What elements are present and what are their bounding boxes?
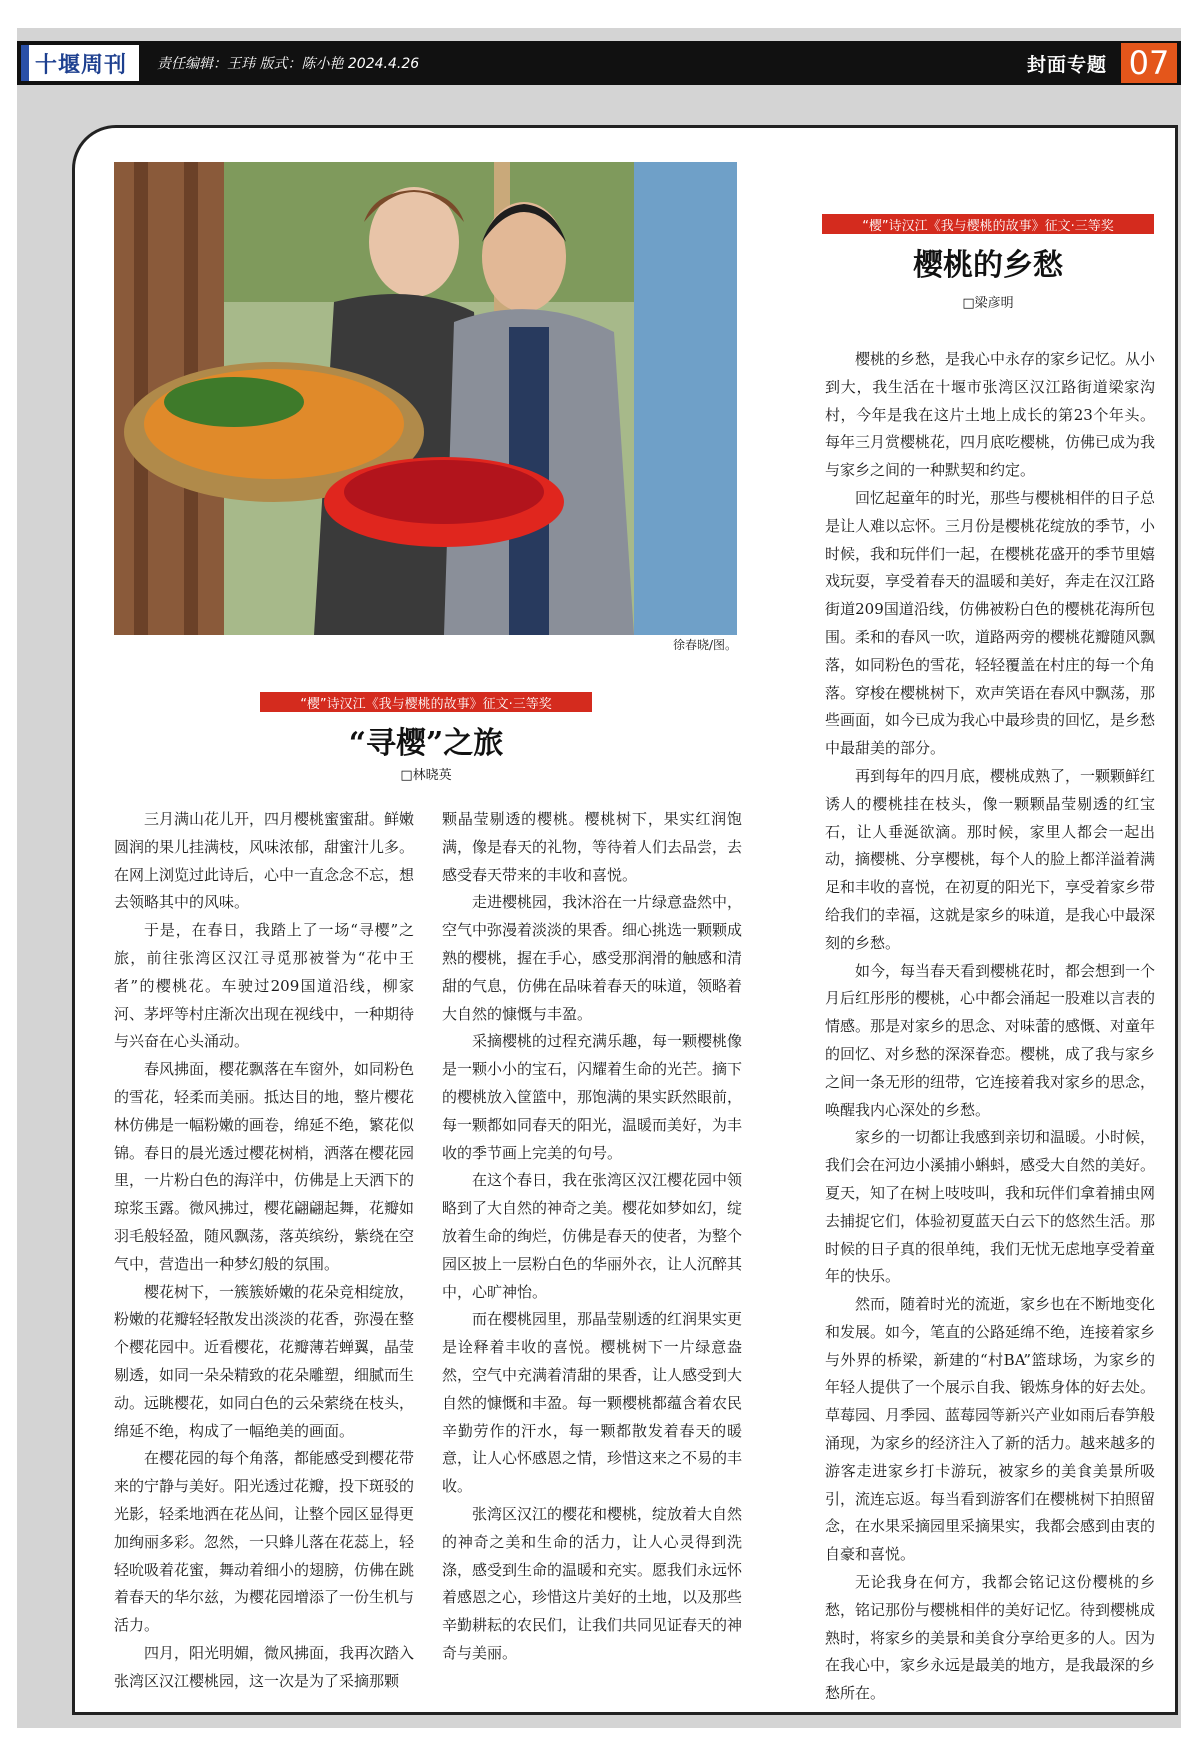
right-article-title: 樱桃的乡愁 — [913, 248, 1063, 283]
right-article-author: □梁彦明 — [962, 296, 1014, 311]
paragraph: 在樱花园的每个角落，都能感受到樱花带来的宁静与美好。阳光透过花瓣，投下斑驳的光影，轻柔地洒在花丛间，让整个园区显得更加绚丽多彩。忽然，一只蜂儿落在花蕊上，轻轻吮吸着花蜜，舞动着细小的翅膀，仿佛在跳着春天的华尔兹，为樱花园增添了一份生机与活力。 — [114, 1449, 415, 1635]
paragraph: 家乡的一切都让我感到亲切和温暖。小时候，我们会在河边小溪捕小蝌蚪，感受大自然的美好。夏天，知了在树上吱吱叫，我和玩伴们拿着捕虫网去捕捉它们，体验初夏蓝天白云下的悠然生活。那时候的日子真的很单纯，我们无忧无虑地享受着童年的快乐。 — [825, 1128, 1156, 1286]
masthead-logo — [21, 45, 139, 81]
paragraph: 走进樱桃园，我沐浴在一片绿意盎然中，空气中弥漫着淡淡的果香。细心挑选一颗颗成熟的樱桃，握在手心，感受那润滑的触感和清甜的气息，仿佛在品味着春天的味道，领略着大自然的慷慨与丰盈。 — [442, 893, 743, 1023]
paragraph: 四月，阳光明媚，微风拂面，我再次踏入张湾区汉江樱桃园，这一次是为了采摘那颗 — [114, 1643, 415, 1690]
right-award-tag: “樱”诗汉江《我与樱桃的故事》征文·三等奖 — [822, 214, 1154, 234]
paragraph: 无论我身在何方，我都会铭记这份樱桃的乡愁，铭记那份与樱桃相伴的美好记忆。待到樱桃成熟时，将家乡的美景和美食分享给更多的人。因为在我心中，家乡永远是最美的地方，是我最深的乡愁所在。 — [825, 1573, 1156, 1703]
paragraph: 在这个春日，我在张湾区汉江樱花园中领略到了大自然的神奇之美。樱花如梦如幻，绽放着生命的绚烂，仿佛是春天的使者，为整个园区披上一层粉白色的华丽外衣，让人沉醉其中，心旷神怡。 — [442, 1171, 743, 1301]
cherry-photo — [114, 162, 737, 635]
left-article-author: □林晓英 — [400, 768, 452, 783]
paragraph: 采摘樱桃的过程充满乐趣，每一颗樱桃像是一颗小小的宝石，闪耀着生命的光芒。摘下的樱桃放入筐篮中，那饱满的果实跃然眼前，每一颗都如同春天的阳光，温暖而美好，为丰收的季节画上完美的句号。 — [442, 1032, 743, 1162]
paragraph: 张湾区汉江的樱花和樱桃，绽放着大自然的神奇之美和生命的活力，让人心灵得到洗涤，感受到生命的温暖和充实。愿我们永远怀着感恩之心，珍惜这片美好的土地，以及那些辛勤耕耘的农民们，让我们共同见证春天的神奇与美丽。 — [442, 1504, 743, 1662]
left-article-column-2 — [442, 806, 742, 1668]
left-article-title: “寻樱”之旅 — [348, 726, 504, 761]
paragraph: 然而，随着时光的流逝，家乡也在不断地变化和发展。如今，笔直的公路延绵不绝，连接着家乡与外界的桥梁，新建的“村BA”篮球场，为家乡的年轻人提供了一个展示自我、锻炼身体的好去处。草莓园、月季园、蓝莓园等新兴产业如雨后春笋般涌现，为家乡的经济注入了新的活力。越来越多的游客走进家乡打卡游玩，被家乡的美食美景所吸引，流连忘返。每当看到游客们在樱桃树下拍照留念，在水果采摘园里采摘果实，我都会感到由衷的自豪和喜悦。 — [825, 1295, 1156, 1564]
paragraph: 如今，每当春天看到樱桃花时，都会想到一个月后红彤彤的樱桃，心中都会涌起一股难以言表的情感。那是对家乡的思念、对味蕾的感慨、对童年的回忆、对乡愁的深深眷恋。樱桃，成了我与家乡之间一条无形的纽带，它连接着我对家乡的思念，唤醒我内心深处的乡愁。 — [825, 961, 1156, 1119]
paragraph: 于是，在春日，我踏上了一场“寻樱”之旅，前往张湾区汉江寻觅那被誉为“花中王者”的樱桃花。车驶过209国道沿线，柳家河、茅坪等村庄渐次出现在视线中，一种期待与兴奋在心头涌动。 — [114, 921, 415, 1051]
masthead-stripe — [21, 45, 29, 81]
paragraph: 三月满山花儿开，四月樱桃蜜蜜甜。鲜嫩圆润的果儿挂满枝，风味浓郁，甜蜜汁儿多。在网上浏览过此诗后，心中一直念念不忘，想去领略其中的风味。 — [114, 810, 415, 912]
section-title: 封面专题 — [1026, 54, 1107, 76]
photo-caption: 徐春晓/图。 — [672, 638, 737, 652]
paragraph: 春风拂面，樱花飘落在车窗外，如同粉色的雪花，轻柔而美丽。抵达目的地，整片樱花林仿佛是一幅粉嫩的画卷，绵延不绝，繁花似锦。春日的晨光透过樱花树梢，洒落在樱花园里，一片粉白色的海洋中，仿佛是上天洒下的琼浆玉露。微风拂过，樱花翩翩起舞，花瓣如羽毛般轻盈，随风飘荡，落英缤纷，紫绕在空气中，营造出一种梦幻般的氛围。 — [114, 1060, 415, 1273]
editor-credits: 责任编辑：王玮 版式：陈小艳 2024.4.26 — [157, 56, 420, 72]
cherry-photo-illustration — [114, 162, 737, 635]
paragraph: 樱花树下，一簇簇娇嫩的花朵竞相绽放，粉嫩的花瓣轻轻散发出淡淡的花香，弥漫在整个樱花园中。近看樱花，花瓣薄若蝉翼，晶莹剔透，如同一朵朵精致的花朵雕塑，细腻而生动。远眺樱花，如同白色的云朵萦绕在枝头，绵延不绝，构成了一幅绝美的画面。 — [114, 1282, 415, 1440]
paragraph: 回忆起童年的时光，那些与樱桃相伴的日子总是让人难以忘怀。三月份是樱桃花绽放的季节，小时候，我和玩伴们一起，在樱桃花盛开的季节里嬉戏玩耍，享受着春天的温暖和美好，奔走在汉江路街道209国道沿线，仿佛被粉白色的樱桃花海所包围。柔和的春风一吹，道路两旁的樱桃花瓣随风飘落，如同粉色的雪花，轻轻覆盖在村庄的每一个角落。穿梭在樱桃树下，欢声笑语在春风中飘荡，那些画面，如今已成为我心中最珍贵的回忆，是乡愁中最甜美的部分。 — [825, 488, 1156, 758]
paragraph: 而在樱桃园里，那晶莹剔透的红润果实更是诠释着丰收的喜悦。樱桃树下一片绿意盎然，空气中充满着清甜的果香，让人感受到大自然的慷慨和丰盈。每一颗樱桃都蕴含着农民辛勤劳作的汗水，每一颗都散发着春天的暖意，让人心怀感恩之情，珍惜这来之不易的丰收。 — [442, 1310, 743, 1496]
left-article-column-1 — [114, 806, 414, 1696]
paragraph: 再到每年的四月底，樱桃成熟了，一颗颗鲜红诱人的樱桃挂在枝头，像一颗颗晶莹剔透的红宝石，让人垂涎欲滴。那时候，家里人都会一起出动，摘樱桃、分享樱桃，每个人的脸上都洋溢着满足和丰收的喜悦，在初夏的阳光下，享受着家乡带给我们的幸福，这就是家乡的味道，是我心中最深刻的乡愁。 — [825, 766, 1156, 952]
paragraph: 樱桃的乡愁，是我心中永存的家乡记忆。从小到大，我生活在十堰市张湾区汉江路街道梁家沟村，今年是我在这片土地上成长的第23个年头。每年三月赏樱桃花，四月底吃樱桃，仿佛已成为我与家乡之间的一种默契和约定。 — [825, 350, 1156, 480]
paragraph: 颗晶莹剔透的樱桃。樱桃树下，果实红润饱满，像是春天的礼物，等待着人们去品尝，去感受春天带来的丰收和喜悦。 — [442, 810, 743, 884]
page-number: 07 — [1121, 43, 1177, 83]
masthead-name: 十堰周刊 — [35, 51, 128, 78]
left-award-tag: “樱”诗汉江《我与樱桃的故事》征文·三等奖 — [260, 692, 592, 712]
header-bar — [17, 41, 1181, 85]
right-article-column — [825, 346, 1155, 1708]
